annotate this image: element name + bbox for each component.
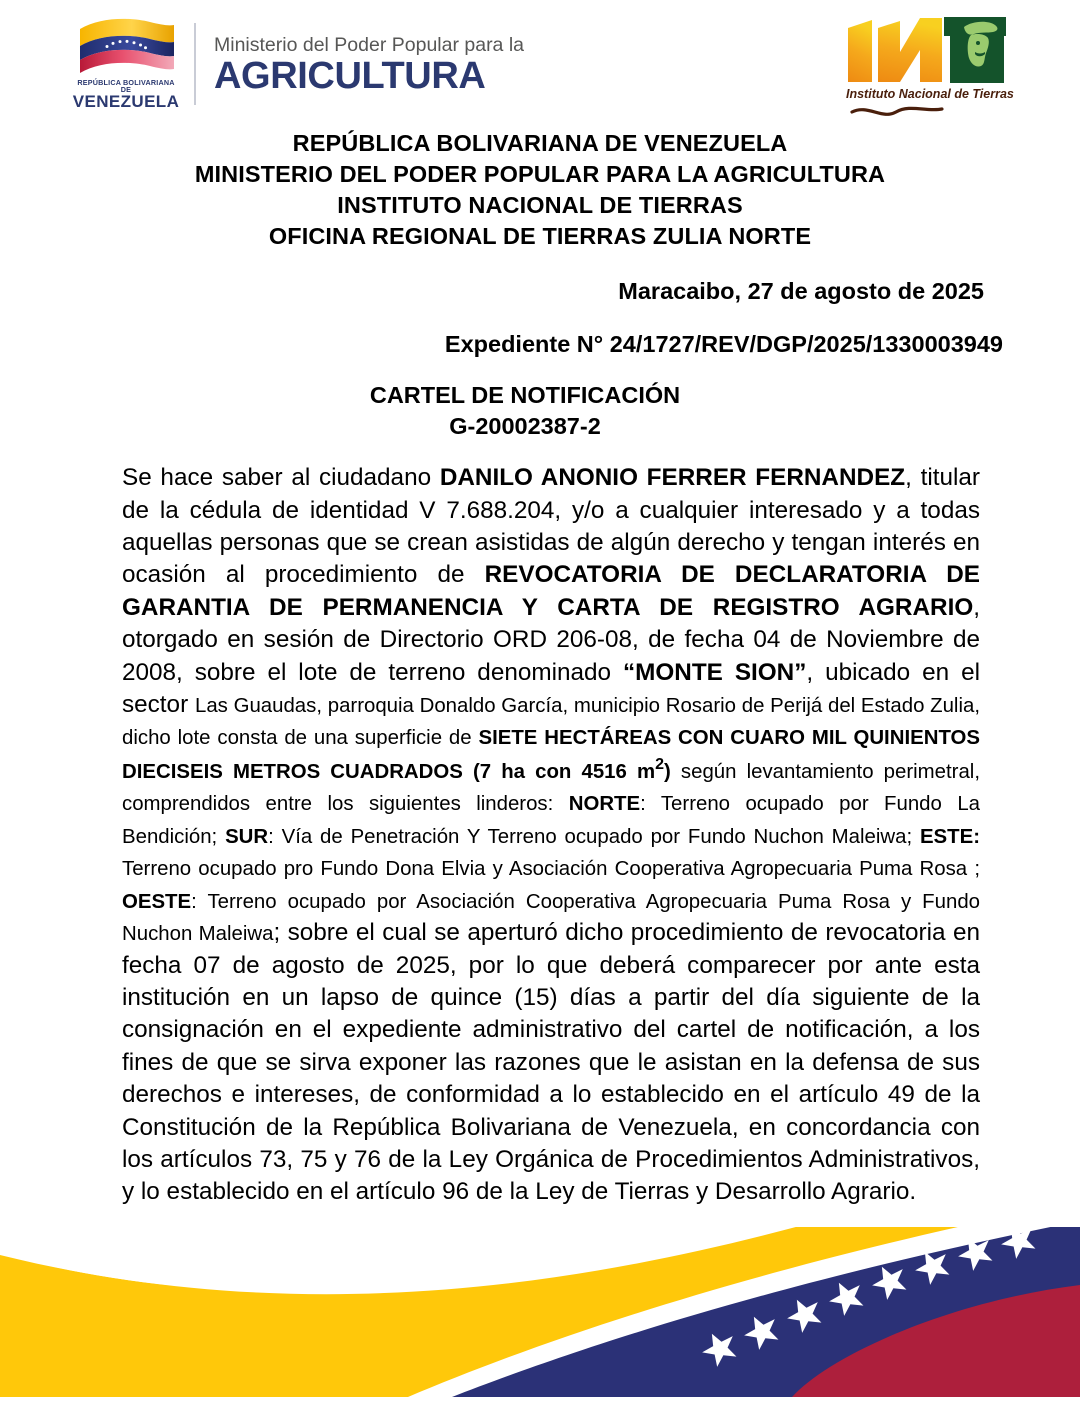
title-line-4: OFICINA REGIONAL DE TIERRAS ZULIA NORTE	[268, 223, 812, 250]
cartel-code: G-20002387-2	[449, 413, 601, 440]
inti-tagline: Instituto Nacional de Tierras	[846, 87, 1014, 101]
boundary-west-label: OESTE	[122, 890, 192, 913]
procedure-name: REVOCATORIA DE DECLARATORIA DE GARANTIA DE PERMANENCIA Y CARTA DE REGISTRO AGRARIO	[122, 561, 980, 621]
document-header	[0, 0, 1080, 128]
logo-divider	[194, 23, 196, 105]
place-and-date: Maracaibo, 27 de agosto de 2025	[618, 278, 984, 305]
cartel-heading	[0, 380, 1080, 442]
body-perimeter: según levantamiento perimetral, comprendidos entre los siguientes linderos:	[122, 760, 980, 816]
boundary-south-text: : Vía de Penetración Y Terreno ocupado por Fundo Nuchon Maleiwa;	[268, 825, 920, 848]
flag-caption-republic: REPÚBLICA BOLIVARIANA DE	[77, 78, 175, 95]
body-directorio: , otorgado en sesión de Directorio ORD 206-08, de fecha 04 de Noviembre de 2008, sobre el lote de terreno denominado	[122, 593, 980, 686]
venezuela-flag-banner	[0, 1227, 1080, 1397]
expediente-number: Expediente N° 24/1727/REV/DGP/2025/1330003949	[444, 331, 1003, 358]
title-line-3: INSTITUTO NACIONAL DE TIERRAS	[337, 192, 743, 219]
surface-area-close: )	[664, 760, 671, 783]
document-title-block	[0, 128, 1080, 252]
title-line-1: REPÚBLICA BOLIVARIANA DE VENEZUELA	[292, 130, 788, 156]
lot-name: “MONTE SION”	[623, 658, 807, 686]
document-content	[0, 128, 1080, 1384]
inti-logo-icon	[838, 8, 1018, 120]
surface-area-exponent: 2	[655, 754, 665, 773]
citizen-name: DANILO ANONIO FERRER FERNANDEZ	[439, 464, 906, 492]
surface-area: SIETE HECTÁREAS CON CUARO MIL QUINIENTOS DIECISEIS METROS CUADRADOS (7 ha con 4516 m	[122, 727, 980, 783]
ministry-wordmark	[214, 30, 524, 96]
body-located: , ubicado en el sector	[122, 658, 980, 719]
body-location-detail: Las Guaudas, parroquia Donaldo García, municipio Rosario de Perijá del Estado Zulia, dicho lote consta de una superficie de	[122, 695, 981, 750]
boundary-east-text: Terreno ocupado pro Fundo Dona Elvia y Asociación Cooperativa Agropecuaria Puma Rosa ;	[122, 858, 980, 881]
body-closing: ; sobre el cual se aperturó dicho procedimiento de revocatoria en fecha 07 de agosto de 2025, por lo que deberá comparecer por ante esta institución en un lapso de quince (15) días a partir del día siguiente de la consignación en el expediente administrativo del cartel de notificación, a los fines de que se sirva exponer las razones que le asistan en la defensa de sus derechos e intereses, de conformidad a lo establecido en el artículo 49 de la Constitución de la República Bolivariana de Venezuela, en concordancia con los artículos 73, 75 y 76 de la Ley Orgánica de Procedimientos Administrativos, y lo establecido en el artículo 96 de la Ley de Tierras y Desarrollo Agrario.	[122, 919, 980, 1206]
boundary-east-label: ESTE:	[919, 825, 980, 848]
ministry-line-1: Ministerio del Poder Popular para la	[214, 34, 525, 57]
boundary-south-label: SUR	[225, 825, 269, 848]
boundary-north-text: : Terreno ocupado por Fundo La Bendición;	[122, 793, 980, 848]
body-identity: , titular de la cédula de identidad V 7.688.204, y/o a cualquier interesado y a todas aquellas personas que se crean asistidas de algún derecho y tengan interés en ocasión al procedimiento de	[122, 464, 981, 589]
title-line-2: MINISTERIO DEL PODER POPULAR PARA LA AGRICULTURA	[194, 161, 886, 188]
venezuela-flag-icon	[74, 16, 178, 78]
boundary-north-label: NORTE	[568, 793, 641, 816]
body-intro: Se hace saber al ciudadano	[122, 464, 440, 492]
boundary-west-text: : Terreno ocupado por Asociación Cooperativa Agropecuaria Puma Rosa y Fundo Nuchon Maleiwa	[122, 890, 980, 946]
cartel-title: CARTEL DE NOTIFICACIÓN	[369, 382, 681, 409]
ministry-line-2: AGRICULTURA	[214, 54, 486, 97]
government-logo	[72, 16, 524, 111]
venezuela-flag-logo	[72, 16, 180, 111]
flag-caption-venezuela: VENEZUELA	[72, 92, 180, 112]
notification-body-text	[122, 462, 980, 1209]
